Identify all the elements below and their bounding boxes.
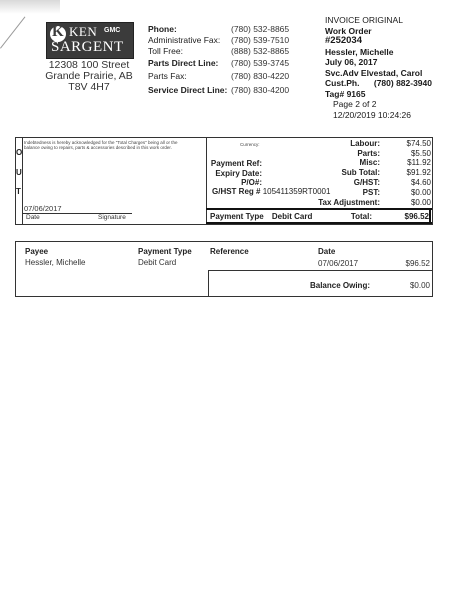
invoice-number: #252034 (325, 35, 362, 46)
payment-type-value-row: Debit Card (138, 258, 177, 267)
signature-date-label: Date (26, 214, 40, 221)
misc-label: Misc: (359, 158, 380, 167)
balance-rule (208, 270, 432, 271)
payment-type (210, 212, 312, 221)
parts-label: Parts: (357, 149, 380, 158)
balance-divider (208, 270, 209, 296)
contact-value-parts-direct: (780) 539-3745 (231, 58, 290, 68)
contact-value-toll-free: (888) 532-8865 (231, 46, 290, 56)
contact-value-service-direct: (780) 830-4200 (231, 85, 290, 95)
address-line: Grande Prairie, AB (45, 70, 133, 82)
subtotal-label: Sub Total: (341, 168, 380, 177)
ack-line: balance owing to repairs, parts & accessories described in this work order. (24, 145, 172, 150)
pst-value: $0.00 (410, 188, 431, 197)
gst-reg-value: 105411359RT0001 (262, 187, 331, 196)
invoice-printed: 12/20/2019 10:24:26 (333, 109, 411, 120)
po-number-label: P/O#: (241, 178, 262, 187)
total-value: $96.52 (404, 212, 429, 221)
payment-date-value: 07/06/2017 (318, 259, 359, 268)
contact-label-toll-free: Toll Free: (148, 46, 183, 56)
parts-value: $5.50 (410, 149, 431, 158)
contact-label-phone: Phone: (148, 24, 177, 34)
side-letter-o: O (16, 148, 23, 157)
logo-ken: KEN (69, 24, 98, 39)
invoice-page: Page 2 of 2 (333, 99, 377, 109)
signature-label: Signature (98, 214, 126, 221)
contact-label-admin-fax: Administrative Fax: (148, 35, 221, 45)
reference-header: Reference (210, 247, 249, 256)
subtotal-value: $91.92 (406, 168, 431, 177)
invoice-cust-phone (325, 78, 455, 89)
logo-gmc: GMC (104, 27, 121, 34)
acknowledgement-text (24, 140, 199, 150)
labour-value: $74.50 (406, 139, 431, 148)
side-letter-u: U (16, 168, 22, 177)
payment-type-value: Debit Card (271, 212, 313, 221)
payee-value: Hessler, Michelle (25, 258, 86, 267)
scan-fold-line (0, 16, 25, 48)
dealer-logo (46, 22, 134, 59)
currency-label: Currency: (240, 142, 260, 147)
labour-label: Labour: (350, 139, 380, 148)
contact-label-parts-fax: Parts Fax: (148, 71, 187, 81)
payment-type-label: Payment Type (210, 212, 264, 221)
address-line: T8V 4H7 (68, 81, 110, 93)
payment-type-header: Payment Type (138, 247, 192, 256)
tax-adjustment-label: Tax Adjustment: (318, 198, 380, 207)
invoice-title: INVOICE ORIGINAL (325, 15, 403, 25)
invoice-date: July 06, 2017 (325, 57, 378, 67)
cust-phone-label: Cust.Ph. (325, 78, 360, 88)
contact-value-parts-fax: (780) 830-4220 (231, 71, 290, 81)
ack-line: Indebtedness is hereby acknowledged for the "Total Charges" being all or the (24, 140, 178, 145)
invoice-header (325, 15, 455, 120)
payment-amount-value: $96.52 (405, 259, 430, 268)
balance-owing-value: $0.00 (409, 281, 430, 290)
balance-owing-label: Balance Owing: (309, 281, 370, 290)
gst-value: $4.60 (410, 178, 431, 187)
side-letter-t: T (16, 187, 21, 196)
contact-value-phone: (780) 532-8865 (231, 24, 290, 34)
scan-shadow (0, 0, 60, 14)
cust-phone-value: (780) 882-3940 (373, 78, 432, 88)
logo-sargent: SARGENT (51, 39, 124, 55)
pst-label: PST: (362, 188, 380, 197)
invoice-customer: Hessler, Michelle (325, 46, 394, 57)
tax-adjustment-value: $0.00 (410, 198, 431, 207)
dealer-address (28, 60, 150, 93)
payee-header: Payee (25, 247, 49, 256)
signature-date-value: 07/06/2017 (24, 204, 62, 213)
contact-label-service-direct: Service Direct Line: (148, 85, 228, 95)
contact-value-admin-fax: (780) 539-7510 (231, 35, 290, 45)
date-header: Date (318, 247, 336, 256)
total-row-rule (206, 208, 432, 210)
logo-k-icon: K (52, 24, 64, 40)
invoice-type: Work Order (325, 25, 372, 36)
total-row-rule-bottom (206, 222, 432, 224)
misc-value: $11.92 (407, 158, 431, 167)
contact-label-parts-direct: Parts Direct Line: (148, 58, 219, 68)
address-line: 12308 100 Street (48, 59, 130, 71)
gst-label: G/HST: (353, 178, 380, 187)
payment-ref-label: Payment Ref: (210, 159, 262, 168)
total-label: Total: (350, 212, 372, 221)
expiry-date-label: Expiry Date: (215, 169, 262, 178)
invoice-tag: Tag# 9165 (325, 88, 366, 99)
gst-reg-label: G/HST Reg # (212, 187, 261, 196)
total-right-rule (429, 208, 431, 223)
invoice-advisor: Svc.Adv Elvestad, Carol (325, 67, 423, 78)
